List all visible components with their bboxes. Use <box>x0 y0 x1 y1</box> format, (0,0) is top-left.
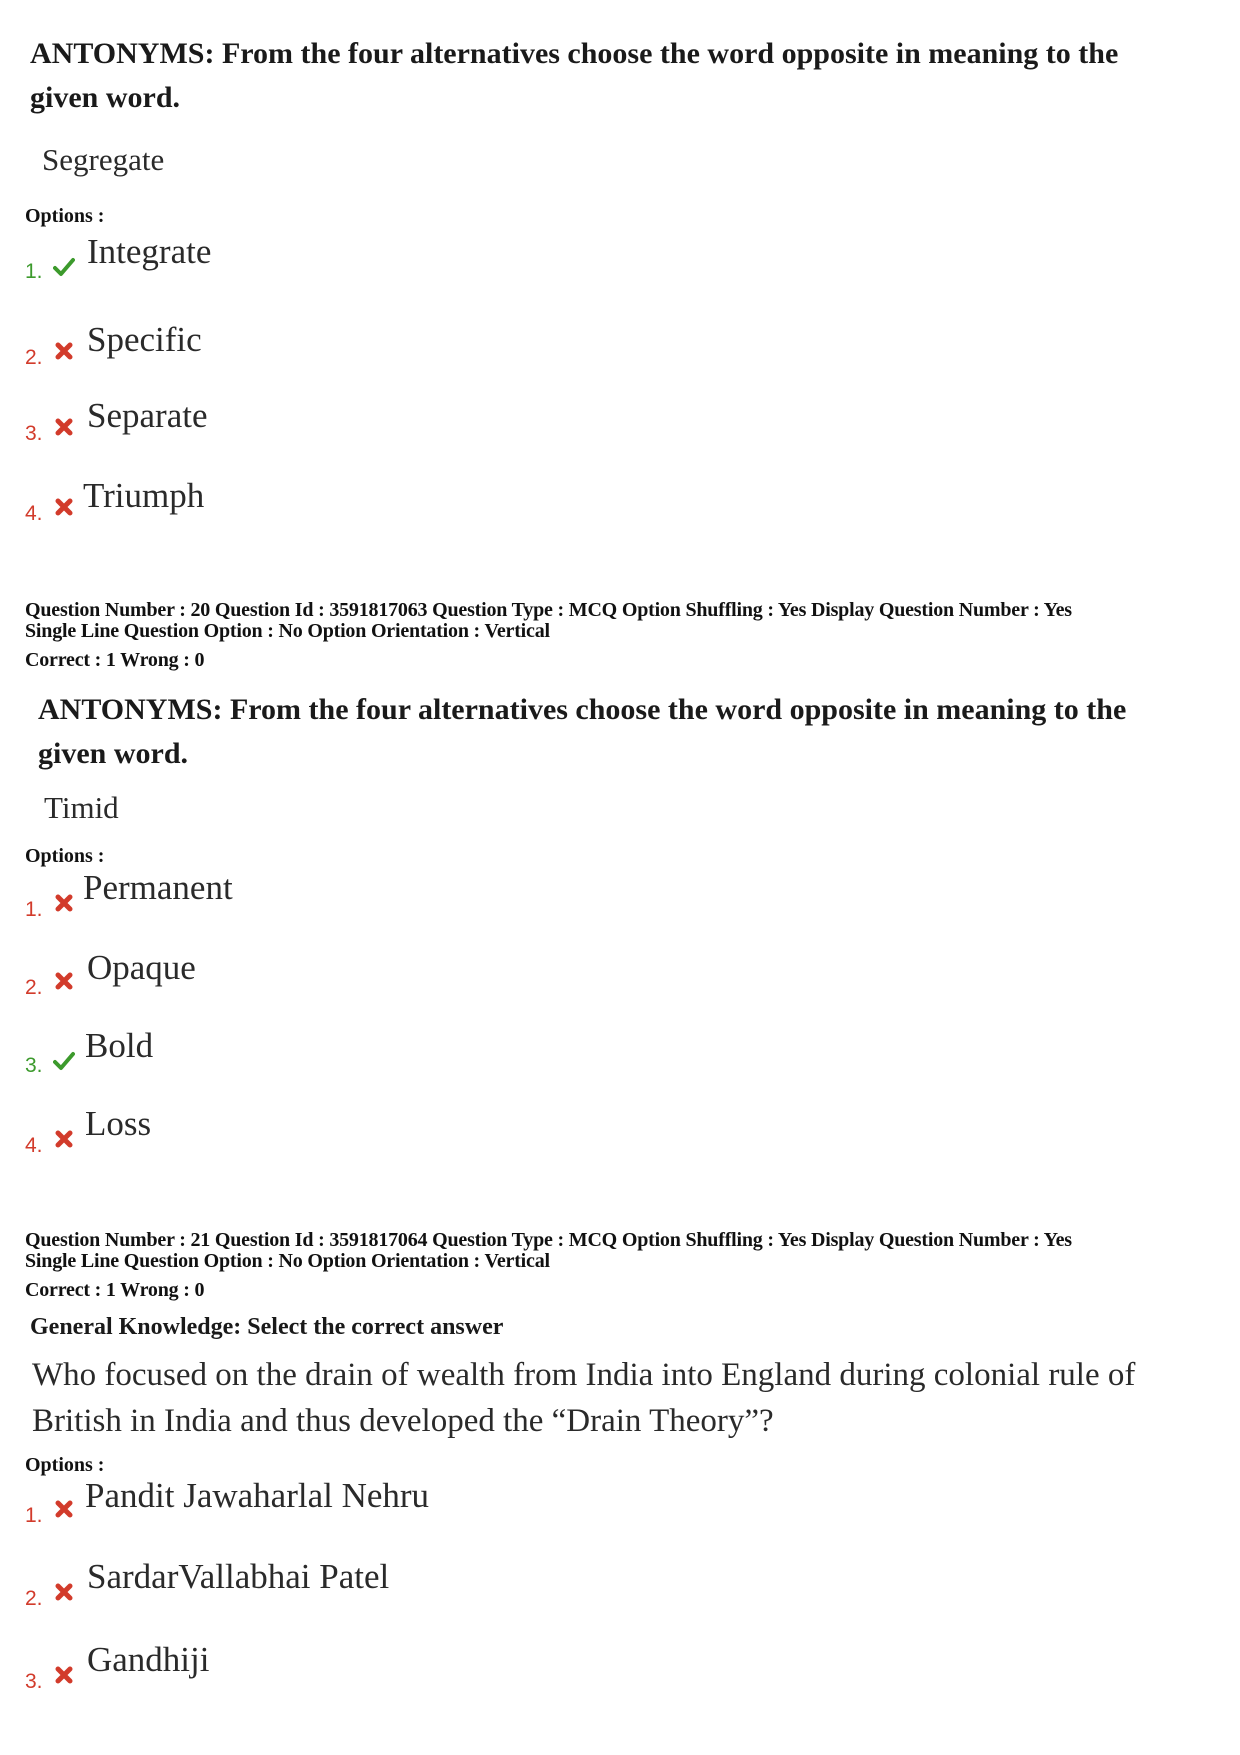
options-label: Options : <box>25 1454 105 1476</box>
question-text-line1: Who focused on the drain of wealth from India into England during colonial rule of <box>32 1357 1136 1393</box>
cross-icon <box>55 1666 73 1684</box>
question-meta-line2: Single Line Question Option : No Option Orientation : Vertical <box>25 1250 550 1272</box>
options-label: Options : <box>25 205 105 227</box>
option-number: 1. <box>25 260 43 283</box>
question-word: Timid <box>44 790 119 825</box>
question-instruction-line2: given word. <box>38 737 188 770</box>
cross-icon <box>55 1130 73 1148</box>
option-number: 3. <box>25 1054 43 1077</box>
option-number: 4. <box>25 1134 43 1157</box>
question-text-line2: British in India and thus developed the “Drain Theory”? <box>32 1403 774 1439</box>
question-instruction: General Knowledge: Select the correct answer <box>30 1314 504 1340</box>
option-number: 1. <box>25 898 43 921</box>
question-meta-line2: Single Line Question Option : No Option Orientation : Vertical <box>25 620 550 642</box>
option-text: Loss <box>85 1104 152 1143</box>
question-word: Segregate <box>42 142 165 177</box>
cross-icon <box>55 1500 73 1518</box>
cross-icon <box>55 342 73 360</box>
question-instruction-line2: given word. <box>30 81 180 114</box>
question-meta-line3: Correct : 1 Wrong : 0 <box>25 1279 205 1301</box>
question-meta-line1: Question Number : 21 Question Id : 3591817064 Question Type : MCQ Option Shuffling : Yes Display Question Number : Yes <box>25 1229 1072 1251</box>
option-text: SardarVallabhai Patel <box>87 1557 390 1596</box>
option-text: Opaque <box>87 948 196 987</box>
options-label: Options : <box>25 845 105 867</box>
option-number: 1. <box>25 1504 43 1527</box>
option-number: 3. <box>25 1670 43 1693</box>
option-text: Triumph <box>83 476 205 515</box>
question-instruction-line1: ANTONYMS: From the four alternatives choose the word opposite in meaning to the <box>30 37 1119 70</box>
cross-icon <box>55 972 73 990</box>
cross-icon <box>55 1583 73 1601</box>
question-meta-line1: Question Number : 20 Question Id : 3591817063 Question Type : MCQ Option Shuffling : Yes Display Question Number : Yes <box>25 599 1072 621</box>
cross-icon <box>55 498 73 516</box>
question-instruction-line1: ANTONYMS: From the four alternatives choose the word opposite in meaning to the <box>38 693 1127 726</box>
option-text: Specific <box>87 320 202 359</box>
cross-icon <box>55 418 73 436</box>
option-number: 2. <box>25 1587 43 1610</box>
option-number: 4. <box>25 502 43 525</box>
option-text: Separate <box>87 396 208 435</box>
option-number: 2. <box>25 976 43 999</box>
check-icon <box>53 1050 75 1072</box>
cross-icon <box>55 894 73 912</box>
question-meta-line3: Correct : 1 Wrong : 0 <box>25 649 205 671</box>
option-text: Bold <box>85 1026 154 1065</box>
option-text: Permanent <box>83 868 233 907</box>
check-icon <box>53 256 75 278</box>
option-text: Pandit Jawaharlal Nehru <box>85 1476 430 1515</box>
option-number: 3. <box>25 422 43 445</box>
option-number: 2. <box>25 346 43 369</box>
option-text: Integrate <box>87 232 212 271</box>
option-text: Gandhiji <box>87 1640 210 1679</box>
